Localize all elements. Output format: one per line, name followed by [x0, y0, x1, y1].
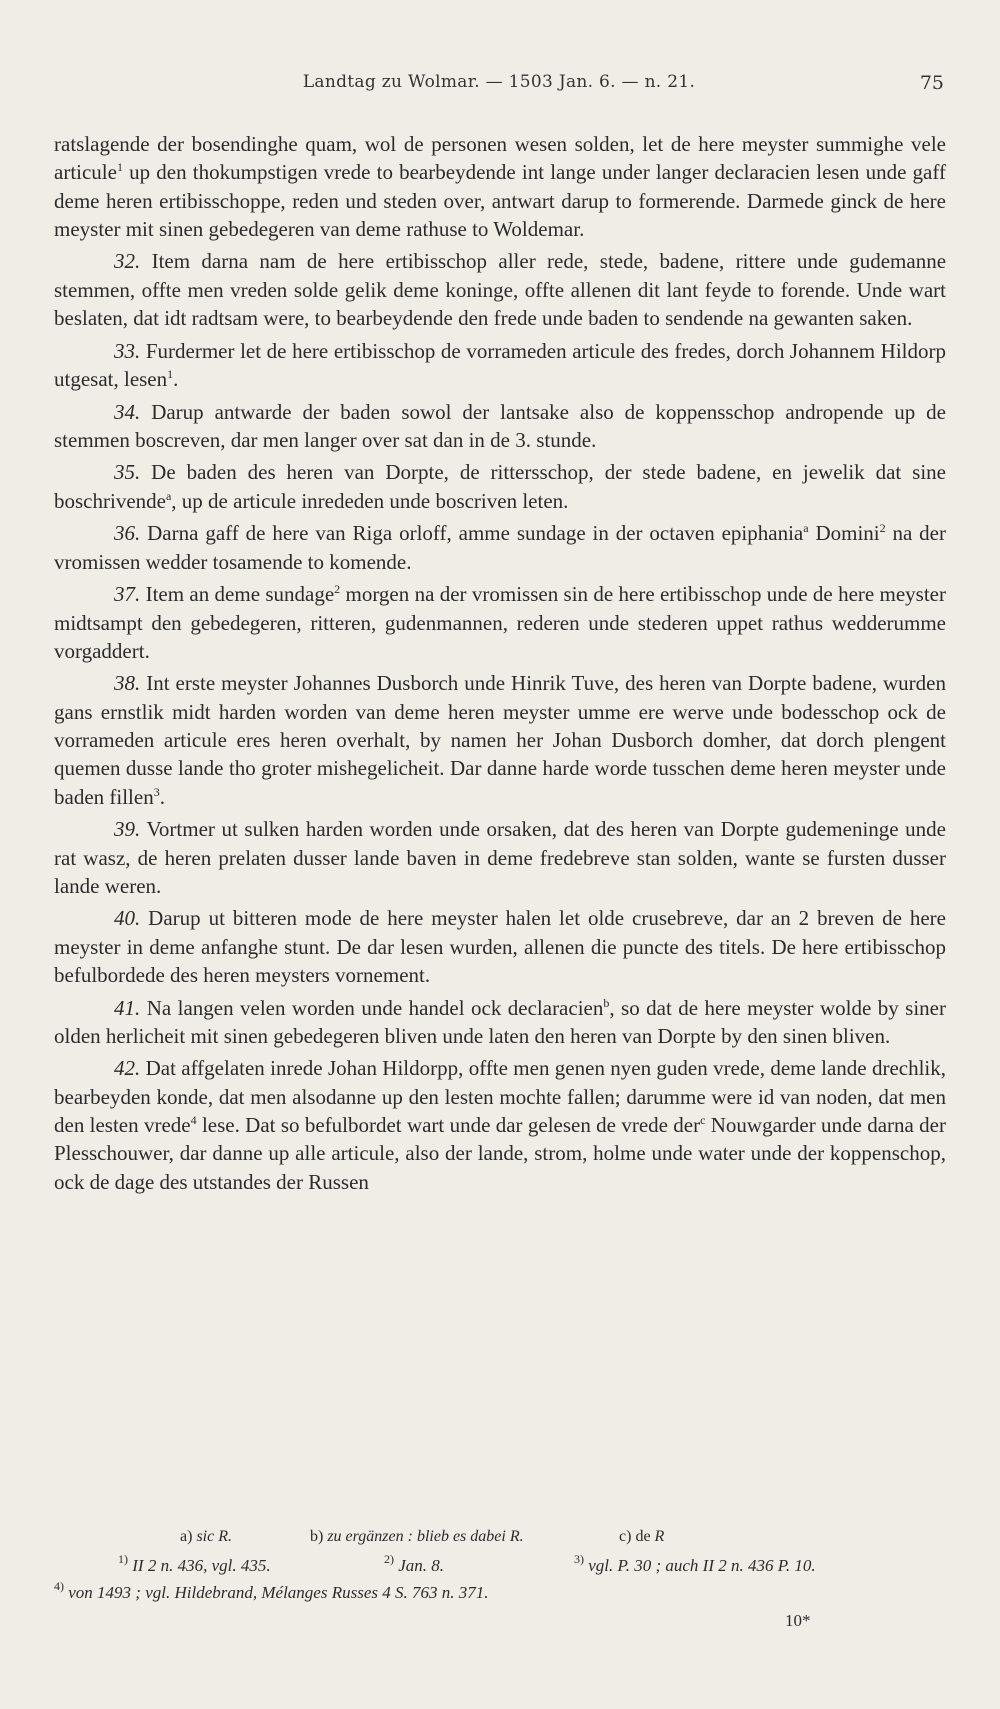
running-head: Landtag zu Wolmar. — 1503 Jan. 6. — n. 21. — [302, 72, 696, 92]
paragraph: 39. Vortmer ut sulken harden worden unde orsaken, dat des heren van Dorpte gudemeninge unde rat wasz, de heren prelaten dusser lande baven in deme fredebreve stan solden, wante se fursten dusser lande weren. — [54, 817, 947, 898]
section-number: 35. — [114, 460, 141, 485]
section-number: 39. — [114, 817, 141, 842]
section-number: 32. — [114, 249, 141, 274]
section-number: 36. — [114, 521, 141, 546]
footnote-ref: 4 — [190, 1113, 197, 1128]
footnote-ref: a — [803, 521, 809, 536]
section-number: 37. — [114, 582, 141, 607]
page-number: 75 — [919, 72, 944, 94]
footnotes — [54, 1528, 946, 1610]
footnote-c: c) de R — [619, 1528, 665, 1545]
footnote-ref: 1 — [167, 366, 174, 381]
footnote-ref: 3 — [153, 784, 160, 799]
paragraph: 33. Furdermer let de here ertibisschop de vorrameden articule des fredes, dorch Johannem Hildorp utgesat, lesen$^1$. — [54, 338, 947, 391]
section-number: 34. — [114, 399, 141, 424]
section-number: 38. — [114, 671, 141, 696]
paragraph: 35. De baden des heren van Dorpte, de rittersschop, der stede badene, en jewelik dat sine boschrivende$^a$, up de articule inrededen unde boscriven leten. — [54, 460, 946, 513]
paragraph: 32. Item darna nam de here ertibisschop aller rede, stede, badene, rittere unde gudemanne stemmen, offte men vreden solde gelik deme koninge, offte allenen dit lant feyde to forende. Unde wart beslaten, dat idt radtsam were, to bearbeydende den frede unde baden to sendende na gewanten saken. — [54, 249, 947, 331]
section-number: 41. — [114, 995, 141, 1020]
section-number: 42. — [114, 1056, 141, 1081]
paragraph: 41. Na langen velen worden unde handel ock declaracien$^b$, so dat de here meyster wolde by siner olden herlicheit mit sinen gebedegeren bliven unde laten den heren van Dorpte by den sinen bliven. — [54, 995, 946, 1048]
paragraph: 34. Darup antwarde der baden sowol der lantsake also de koppensschop andropende up de stemmen boscreven, dar men langer over sat dan in de 3. stunde. — [54, 399, 947, 452]
footnote-ref: b — [603, 995, 610, 1010]
body-text — [54, 130, 946, 1200]
paragraph: 37. Item an deme sundage$^2$ morgen na der vromissen sin de here ertibisschop unde de here meyster midtsampt den gebedegeren, ritteren, gudenmannen, rederen unde stederen uppet rathus wedderumme vorgaddert. — [54, 582, 946, 663]
footnote-a: a) sic R. — [180, 1528, 232, 1545]
section-number: 40. — [114, 906, 141, 931]
signature-mark: 10* — [785, 1611, 811, 1630]
footnote-3: $^{3)}$ vgl. P. 30 ; auch II 2 n. 436 P. 10. — [574, 1552, 816, 1575]
footnote-ref: c — [700, 1113, 706, 1128]
footnote-ref: 2 — [334, 582, 341, 597]
footnote-ref: 2 — [879, 521, 886, 536]
footnote-row-letters — [54, 1528, 946, 1556]
footnote-ref: 1 — [116, 160, 123, 175]
paragraph: ratslagende der bosendinghe quam, wol de personen wesen solden, let de here meyster summighe vele articule$^1$ up den thokumpstigen vrede to bearbeydende int lange under langer declaracien lesen unde gaff deme heren ertibisschoppe, reden und steden over, antwart darup to formerende. Darmede ginck de here meyster mit sinen gebedegeren van deme rathuse to Woldemar. — [54, 132, 946, 241]
section-number: 33. — [114, 338, 141, 363]
paragraph: 36. Darna gaff de here van Riga orloff, amme sundage in der octaven epiphania$^a$ Domini$^2$ na der vromissen wedder tosamende to komende. — [54, 521, 946, 574]
footnote-b: b) zu ergänzen : blieb es dabei R. — [310, 1528, 524, 1545]
page-header — [54, 72, 944, 96]
footnote-ref: a — [165, 488, 172, 503]
paragraph: 42. Dat affgelaten inrede Johan Hildorpp, offte men genen nyen guden vrede, deme lande drechlik, bearbeyden konde, dat men alsodanne up den lesten mochte fallen; darumme were id van noden, dat men den lesten vrede$^4$ lese. Dat so befulbordet wart unde dar gelesen de vrede der$^c$ Nouwgarder unde darna der Plesschouwer, dar danne up alle articule, also der lande, strom, holme unde water unde der koppenschop, ock de dage des utstandes der Russen — [54, 1056, 947, 1194]
footnote-row-numbers — [54, 1552, 946, 1583]
footnote-row-numbers-2 — [54, 1579, 946, 1610]
footnote-1: $^{1)}$ II 2 n. 436, vgl. 435. — [118, 1552, 271, 1575]
paragraph: 38. Int erste meyster Johannes Dusborch unde Hinrik Tuve, des heren van Dorpte badene, wurden gans ernstlik midt harden worden van deme heren meyster umme ere werve unde bodesschop ock de vorrameden articule eres heren overhalt, by namen her Johan Dusborch domher, dat dorch plengent quemen dusse lande tho groter mishegelicheit. Dar danne harde worde tusschen deme heren meyster unde baden fillen$^3$. — [54, 671, 946, 809]
paragraph: 40. Darup ut bitteren mode de here meyster halen let olde crusebreve, dar an 2 breven de here meyster in deme anfanghe stunt. De dar lesen wurden, allenen die puncte des titels. De here ertibisschop befulbordede des heren meysters vornement. — [54, 906, 946, 987]
footnote-4: $^{4)}$ von 1493 ; vgl. Hildebrand, Mélanges Russes 4 S. 763 n. 371. — [54, 1579, 489, 1602]
footnote-2: $^{2)}$ Jan. 8. — [384, 1552, 445, 1575]
